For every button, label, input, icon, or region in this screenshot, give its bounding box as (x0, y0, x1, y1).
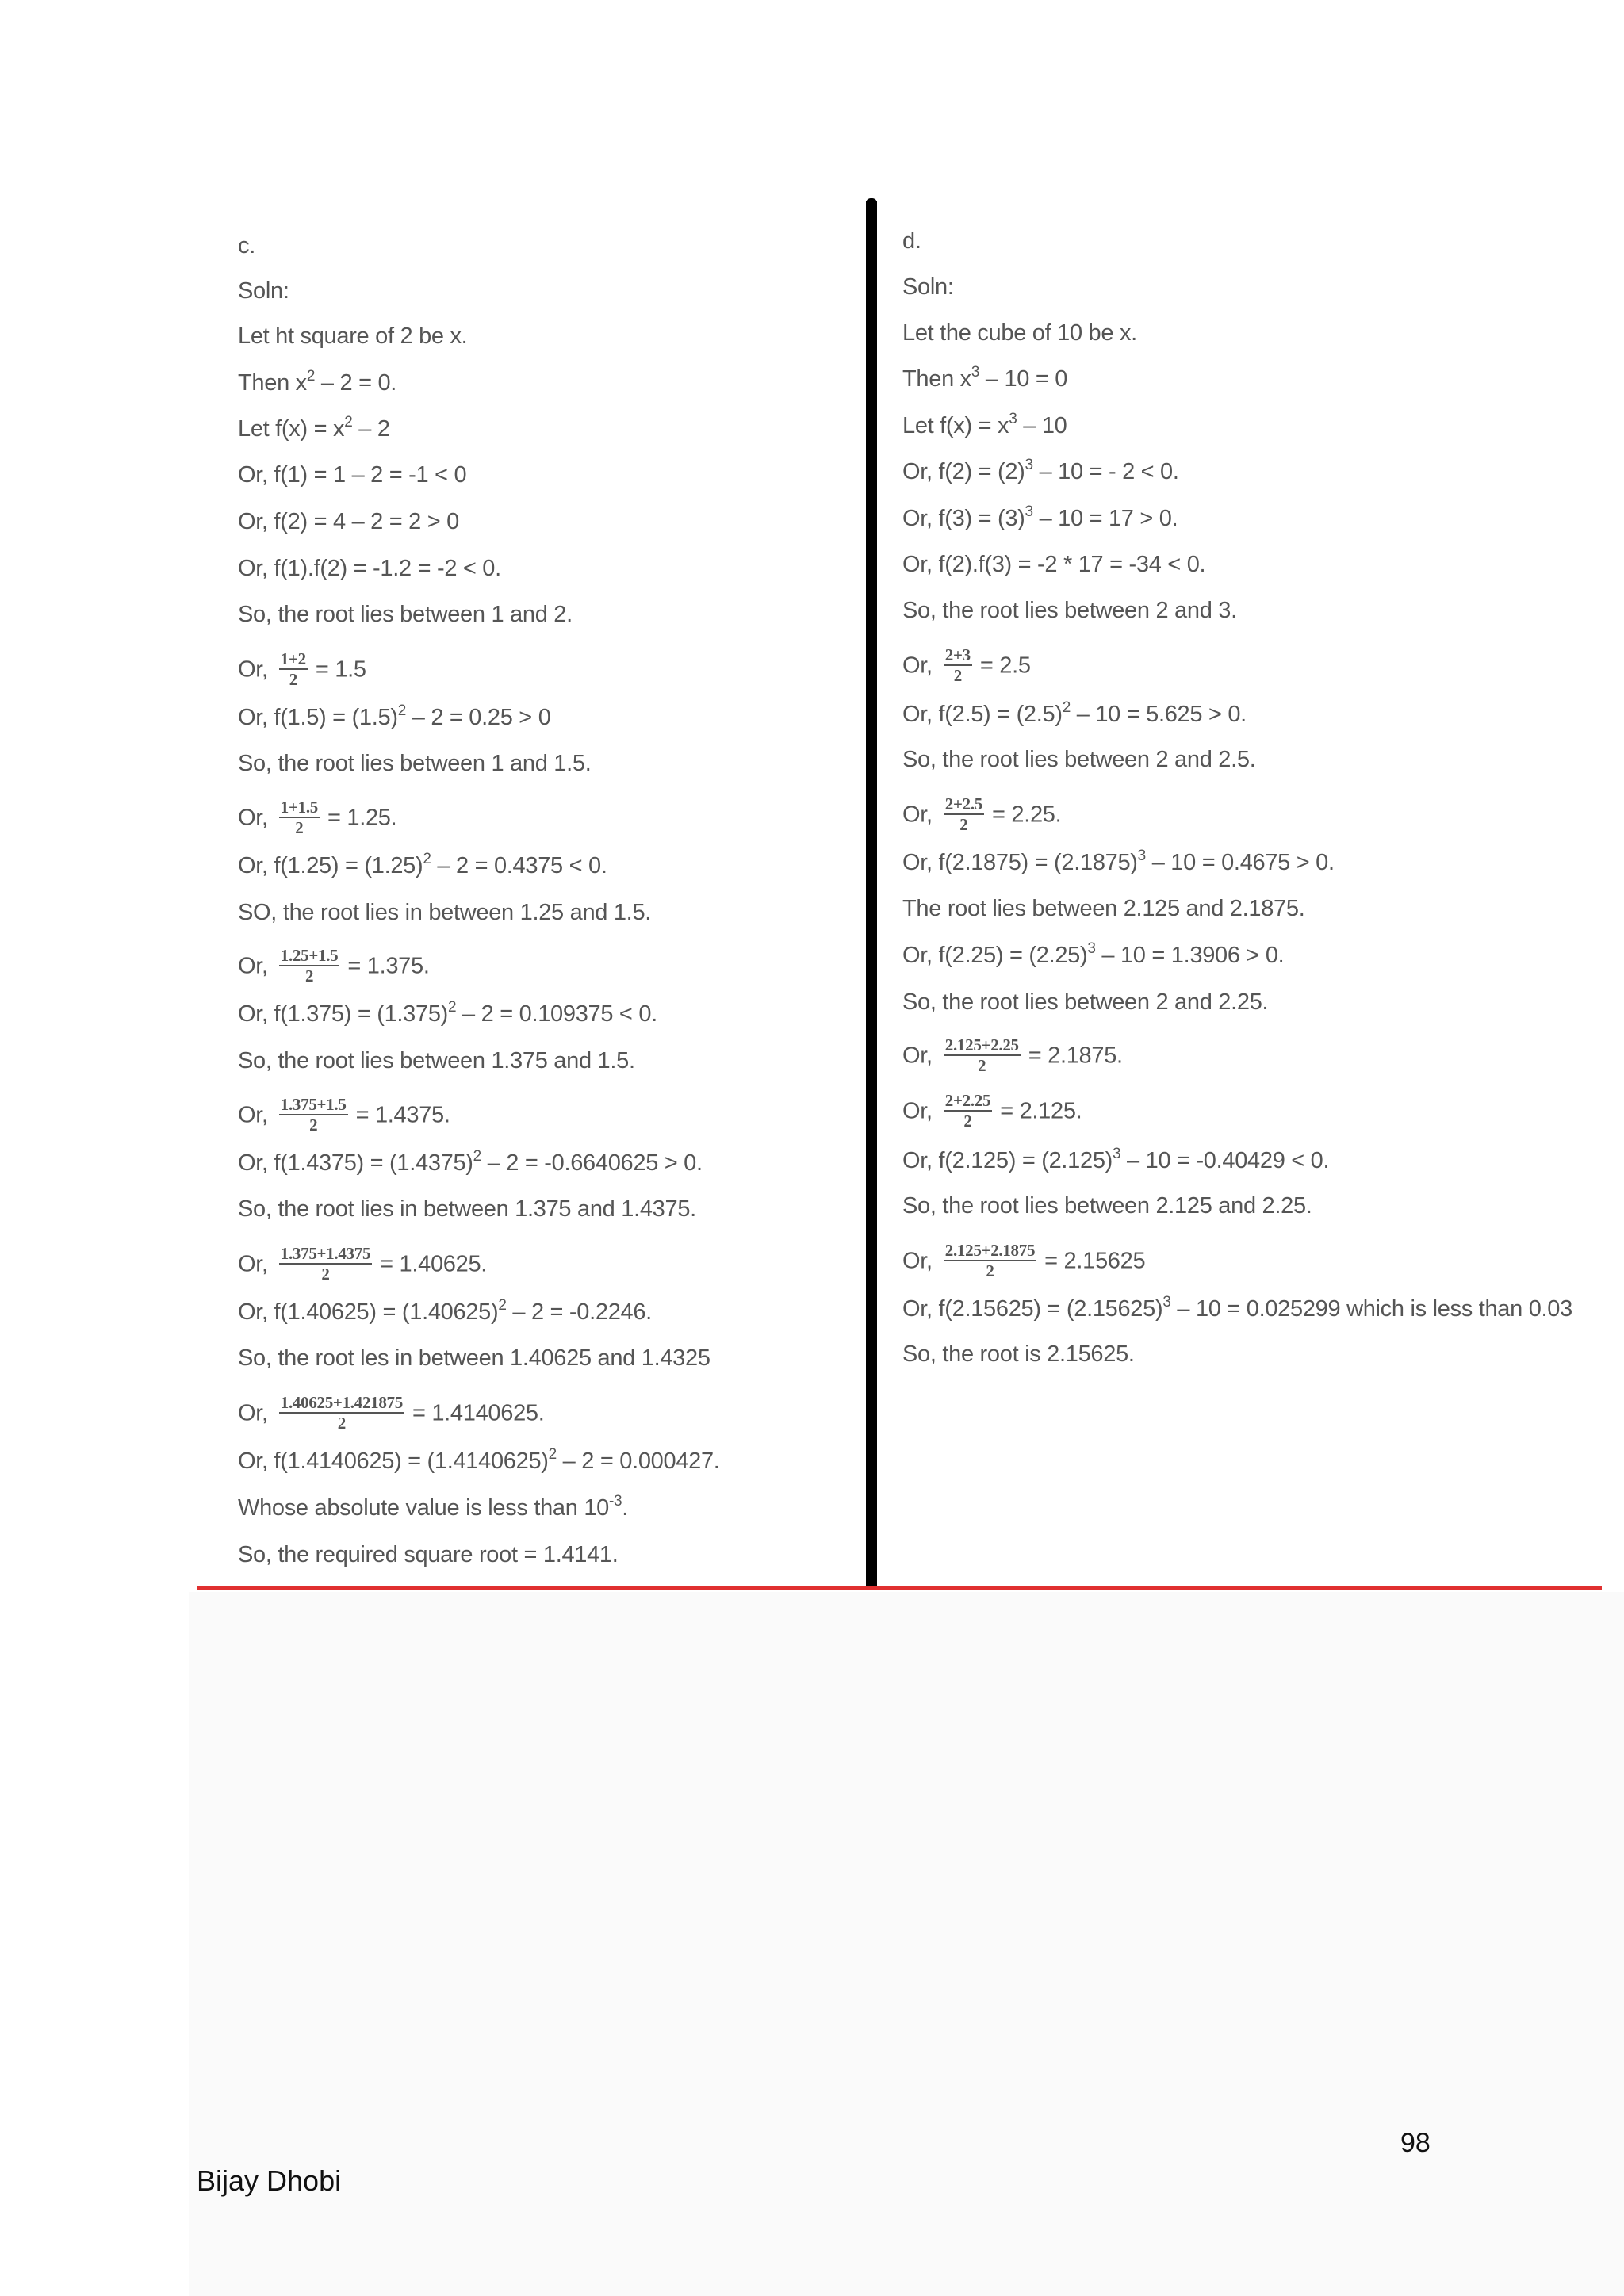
section-separator-rule (197, 1586, 1602, 1590)
midpoint-line: Or, $\frac{1+1.5}{2}$ = 1.25. (238, 798, 397, 837)
fraction: $\frac{2.125+2.25}{2}$ (944, 1035, 1019, 1075)
step-line: Or, $f(2.5) = (2.5)^2 - 10 = 5.625 > 0$. (902, 699, 1247, 727)
function-def-line: Let $f(x) = x^2 - 2$ (238, 414, 390, 442)
step-line: Or, $f(1.4375) = (1.4375)^2 - 2 = -0.6640625 > 0$. (238, 1148, 703, 1176)
midpoint-line: Or, $\frac{1+2}{2}$ = 1.5 (238, 649, 366, 689)
step-line: Or, $f(1.375) = (1.375)^2 - 2 = 0.109375 < 0$. (238, 999, 657, 1027)
midpoint-line: Or, $\frac{1.375+1.5}{2}$ = 1.4375. (238, 1095, 450, 1135)
column-divider (866, 201, 877, 1587)
step-line: Or, $f(3) = (3)^3 - 10 = 17 > 0$. (902, 503, 1178, 531)
step-line: Or, $f(1.25) = (1.25)^2 - 2 = 0.4375 < 0$. (238, 851, 607, 878)
section-label: d. (902, 228, 921, 254)
step-line: Or, $f(2.125) = (2.125)^3 - 10 = -0.40429 < 0$. (902, 1146, 1330, 1173)
fraction: $\frac{1.375+1.5}{2}$ (280, 1095, 347, 1135)
intro-line: Let ht square of 2 be x. (238, 323, 468, 349)
equation-line: Then $x^3 - 10 = 0$ (902, 364, 1068, 392)
root-interval-line: The root lies between 2.125 and 2.1875. (902, 896, 1305, 921)
midpoint-line: Or, $\frac{2+2.5}{2}$ = 2.25. (902, 794, 1062, 834)
fraction: $\frac{1.25+1.5}{2}$ (280, 946, 339, 985)
step-line: Or, $f(2.1875) = (2.1875)^3 - 10 = 0.4675 > 0$. (902, 848, 1335, 875)
midpoint-line: Or, $\frac{1.375+1.4375}{2}$ = 1.40625. (238, 1244, 488, 1284)
soln-label: Soln: (902, 274, 954, 300)
root-interval-line: So, the root lies between 2.125 and 2.25. (902, 1193, 1312, 1219)
fraction: $\frac{2+2.5}{2}$ (944, 794, 982, 834)
page-number: 98 (1400, 2128, 1431, 2158)
intro-line: Let the cube of 10 be x. (902, 320, 1137, 346)
midpoint-line: Or, $\frac{2+2.25}{2}$ = 2.125. (902, 1091, 1082, 1131)
root-interval-line: SO, the root lies in between 1.25 and 1.5. (238, 900, 652, 925)
midpoint-line: Or, $\frac{2.125+2.1875}{2}$ = 2.15625 (902, 1241, 1146, 1280)
root-interval-line: So, the root lies between 2 and 3. (902, 598, 1237, 623)
step-line: Or, $f(2.15625) = (2.15625)^3 - 10 = 0.025299$ which is less than 0.03 (902, 1294, 1572, 1322)
midpoint-line: Or, $\frac{2.125+2.25}{2}$ = 2.1875. (902, 1035, 1123, 1075)
midpoint-line: Or, $\frac{1.25+1.5}{2}$ = 1.375. (238, 946, 430, 985)
fraction: $\frac{2+2.25}{2}$ (944, 1091, 991, 1131)
root-interval-line: So, the root les in between 1.40625 and 1.4325 (238, 1345, 710, 1371)
author-name: Bijay Dhobi (197, 2164, 342, 2197)
step-line: Or, f(2) = 4 – 2 = 2 > 0 (238, 509, 459, 534)
fraction: $\frac{2+3}{2}$ (944, 645, 971, 685)
function-def-line: Let $f(x) = x^3 - 10$ (902, 411, 1067, 438)
lower-page-background (189, 1592, 1624, 2296)
step-line: Or, $f(1.5) = (1.5)^2 - 2 = 0.25 > 0$ (238, 702, 551, 730)
final-answer-line: So, the root is 2.15625. (902, 1341, 1135, 1367)
step-line: Or, $f(2) = (2)^3 - 10$ = - 2 < 0. (902, 457, 1179, 484)
tolerance-line: Whose absolute value is less than $10^{-3}$. (238, 1493, 629, 1521)
root-interval-line: So, the root lies between 2 and 2.25. (902, 989, 1269, 1015)
section-label: c. (238, 233, 255, 258)
step-line: Or, f(1) = 1 – 2 = -1 < 0 (238, 462, 467, 488)
root-interval-line: So, the root lies between 1 and 1.5. (238, 751, 592, 776)
fraction: $\frac{1+2}{2}$ (280, 649, 306, 689)
fraction: $\frac{2.125+2.1875}{2}$ (944, 1241, 1036, 1280)
fraction: $\frac{1+1.5}{2}$ (280, 798, 318, 837)
step-line: Or, f(2).f(3) = -2 * 17 = -34 < 0. (902, 552, 1206, 577)
equation-line: Then $x^2 - 2 = 0$. (238, 368, 397, 396)
fraction: $\frac{1.40625+1.421875}{2}$ (280, 1393, 403, 1433)
step-line: Or, $f(1.40625) = (1.40625)^2 - 2 = -0.2246$. (238, 1297, 652, 1325)
root-interval-line: So, the root lies between 2 and 2.5. (902, 747, 1256, 772)
fraction: $\frac{1.375+1.4375}{2}$ (280, 1244, 371, 1284)
midpoint-line: Or, $\frac{2+3}{2}$ = 2.5 (902, 645, 1031, 685)
root-interval-line: So, the root lies in between 1.375 and 1.4375. (238, 1196, 696, 1222)
step-line: Or, $f(2.25) = (2.25)^3 - 10 = 1.3906 > 0$. (902, 940, 1285, 968)
final-answer-line: So, the required square root = 1.4141. (238, 1542, 619, 1567)
root-interval-line: So, the root lies between 1 and 2. (238, 602, 573, 627)
step-line: Or, $f(1.4140625) = (1.4140625)^2 - 2 = 0.000427$. (238, 1446, 720, 1474)
root-interval-line: So, the root lies between 1.375 and 1.5. (238, 1048, 635, 1073)
soln-label: Soln: (238, 278, 289, 304)
step-line: Or, f(1).f(2) = -1.2 = -2 < 0. (238, 556, 501, 581)
midpoint-line: Or, $\frac{1.40625+1.421875}{2}$ = 1.4140625. (238, 1393, 545, 1433)
